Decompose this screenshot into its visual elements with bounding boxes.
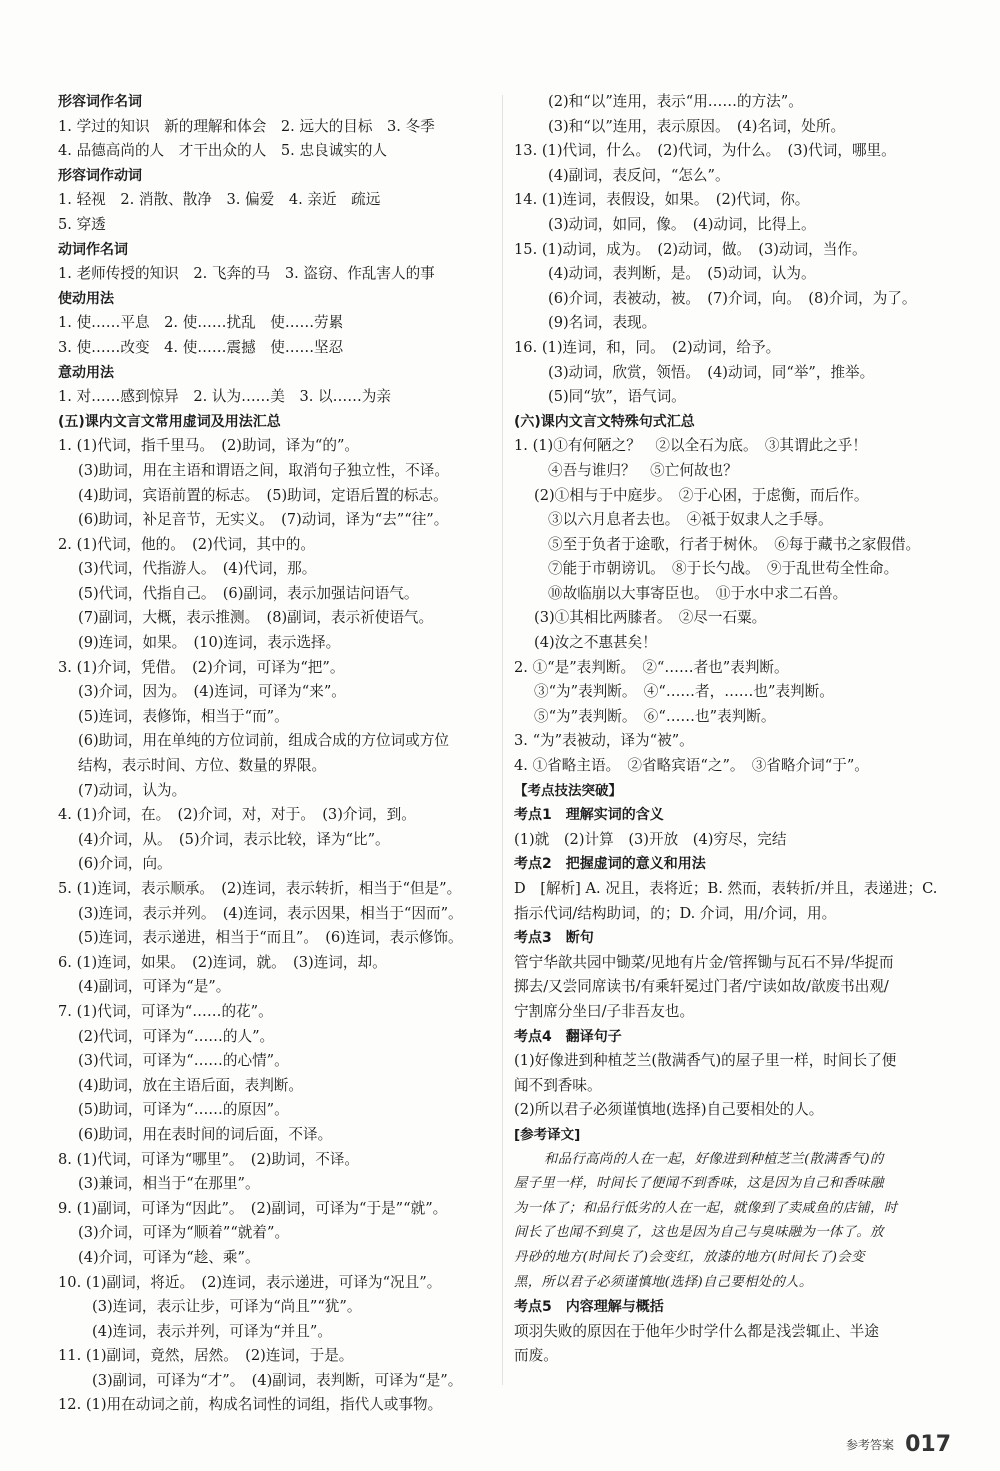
- right-kaodian-heading: 考点1 理解实词的含义: [514, 807, 664, 824]
- left-heading: 意动用法: [58, 364, 114, 381]
- left-heading: (五)课内文言文常用虚词及用法汇总: [58, 413, 281, 430]
- right-line: (2)和“以”连用，表示“用……的方法”。: [548, 93, 803, 110]
- right-line: 指示代词/结构助词，的；D. 介词，用/介词，用。: [514, 904, 837, 922]
- right-translation-line: 屋子里一样，时间长了便闻不到香味，这是因为自己和香味融: [514, 1176, 884, 1192]
- footer-label: 参考答案: [846, 1438, 895, 1452]
- right-kaodian-heading: 考点3 断句: [514, 930, 594, 947]
- right-line: 3. “为”表被动，译为“被”。: [514, 732, 694, 750]
- right-line: ⑩故临崩以大事寄臣也。 ⑪于水中求二石兽。: [548, 584, 848, 602]
- right-line: 宁割席分坐曰/子非吾友也。: [514, 1002, 695, 1020]
- left-heading: 形容词作名词: [58, 94, 142, 110]
- left-line: (5)连词，表示递进，相当于“而且”。 (6)连词，表示修饰。: [78, 929, 463, 947]
- left-line: (4)介词，从。 (5)介词，表示比较，译为“比”。: [78, 830, 390, 848]
- left-line: (9)连词，如果。 (10)连词，表示选择。: [78, 634, 341, 652]
- left-line: (4)介词，可译为“趁、乘”。: [78, 1248, 260, 1266]
- left-line: 12. (1)用在动词之前，构成名词性的词组，指代人或事物。: [58, 1396, 443, 1414]
- left-line: (5)代词，代指自己。 (6)副词，表示加强诘问语气。: [78, 584, 419, 602]
- right-line: ⑤至于负者于途歌，行者于树休。 ⑥每于藏书之家假借。: [548, 535, 921, 553]
- left-line: (4)助词，宾语前置的标志。 (5)助词，定语后置的标志。: [78, 486, 448, 504]
- left-line: 5. 穿透: [58, 215, 106, 233]
- left-line: 9. (1)副词，可译为“因此”。 (2)副词，可译为“于是”“就”。: [58, 1199, 448, 1217]
- left-line: (7)副词，大概，表示推测。 (8)副词，表示祈使语气。: [78, 609, 434, 627]
- right-kaodian-heading: 考点2 把握虚词的意义和用法: [514, 856, 706, 873]
- left-line: (5)助词，可译为“……的原因”。: [78, 1101, 289, 1119]
- right-line: 15. (1)动词，成为。 (2)动词，做。 (3)动词，当作。: [514, 240, 867, 258]
- left-line: (3)代词，代指游人。 (4)代词，那。: [78, 560, 317, 578]
- right-line: (3)①其相比两膝者。 ②尽一石粟。: [534, 609, 767, 627]
- left-line: 2. (1)代词，他的。 (2)代词，其中的。: [58, 535, 315, 553]
- right-translation-line: 和品行高尚的人在一起，好像进到种植芝兰(散满香气)的: [544, 1151, 884, 1167]
- left-line: (6)助词，用在单纯的方位词前，组成合成的方位词或方位: [78, 732, 449, 750]
- left-line: (6)介词，向。: [78, 855, 172, 873]
- left-line: (3)副词，可译为“才”。 (4)副词，表判断，可译为“是”。: [92, 1371, 463, 1389]
- right-translation-line: 黑，所以君子必须谨慎地(选择)自己要相处的人。: [514, 1274, 813, 1290]
- column-divider: [502, 95, 503, 1385]
- left-line: (4)副词，可译为“是”。: [78, 978, 231, 996]
- left-line: 1. (1)代词，指千里马。 (2)助词，译为“的”。: [58, 437, 360, 455]
- left-line: 1. 学过的知识 新的理解和体会 2. 远大的目标 3. 冬季: [58, 117, 435, 135]
- right-line: (9)名词，表现。: [548, 314, 657, 332]
- left-line: 4. 品德高尚的人 才干出众的人 5. 忠良诚实的人: [58, 142, 388, 160]
- right-line: (1)好像进到种植芝兰(散满香气)的屋子里一样，时间长了便: [514, 1052, 897, 1070]
- left-line: 3. (1)介词，凭借。 (2)介词，可译为“把”。: [58, 658, 345, 676]
- right-kaodian-heading: 考点5 内容理解与概括: [514, 1299, 664, 1316]
- right-line: (4)副词，表反问，“怎么”。: [548, 166, 730, 184]
- left-line: (3)助词，用在主语和谓语之间，取消句子独立性，不译。: [78, 461, 449, 479]
- right-line: (1)就 (2)计算 (3)开放 (4)穷尽，完结: [514, 830, 787, 848]
- right-line: (5)同“欤”，语气词。: [548, 388, 686, 406]
- right-line: (4)汝之不惠甚矣！: [534, 634, 657, 652]
- left-line: 10. (1)副词，将近。 (2)连词，表示递进，可译为“况且”。: [58, 1273, 442, 1291]
- left-line: (4)连词，表示并列，可译为“并且”。: [92, 1322, 332, 1340]
- right-line: ⑤“为”表判断。 ⑥“……也”表判断。: [534, 707, 776, 725]
- right-line: ⑦能于市朝谤讥。 ⑧于长勺战。 ⑨于乱世苟全性命。: [548, 560, 899, 578]
- left-line: 11. (1)副词，竟然，居然。 (2)连词，于是。: [58, 1347, 354, 1365]
- right-section-tag: [参考译文]: [514, 1126, 581, 1143]
- page-footer: [846, 1432, 951, 1457]
- left-line: 4. (1)介词，在。 (2)介词，对，对于。 (3)介词，到。: [58, 806, 416, 824]
- left-line: (4)助词，放在主语后面，表判断。: [78, 1076, 303, 1094]
- right-line: 管宁华歆共园中锄菜/见地有片金/管挥锄与瓦石不异/华捉而: [514, 953, 894, 971]
- right-line: (2)所以君子必须谨慎地(选择)自己要相处的人。: [514, 1101, 824, 1119]
- right-line: ③“为”表判断。 ④“……者，……也”表判断。: [534, 683, 834, 701]
- left-heading: 使动用法: [58, 290, 114, 307]
- left-line: 3. 使……改变 4. 使……震撼 使……坚忍: [58, 338, 344, 356]
- right-line: D [解析] A. 况且，表将近；B. 然而，表转折/并且，表递进；C.: [514, 880, 938, 897]
- right-line: ④吾与谁归？ ⑤亡何故也？: [548, 461, 738, 479]
- right-line: 16. (1)连词，和，同。 (2)动词，给予。: [514, 338, 781, 356]
- left-line: (7)动词，认为。: [78, 781, 187, 799]
- left-line: 1. 老师传授的知识 2. 飞奔的马 3. 盗窃、作乱害人的事: [58, 265, 435, 283]
- left-line: 1. 轻视 2. 消散、散净 3. 偏爱 4. 亲近 疏远: [58, 191, 381, 209]
- right-line: 而废。: [514, 1347, 558, 1365]
- right-line: (3)动词，欣赏，领悟。 (4)动词，同“举”，推举。: [548, 363, 875, 381]
- left-line: (3)连词，表示并列。 (4)连词，表示因果，相当于“因而”。: [78, 904, 463, 922]
- right-line: 1. (1)①有何陋之？ ②以全石为底。 ③其谓此之乎！: [514, 437, 867, 455]
- left-line: (3)代词，可译为“……的心情”。: [78, 1052, 289, 1070]
- right-line: (3)动词，如同，像。 (4)动词，比得上。: [548, 215, 816, 233]
- left-line: 8. (1)代词，可译为“哪里”。 (2)助词，不译。: [58, 1150, 360, 1168]
- left-line: (3)介词，因为。 (4)连词，可译为“来”。: [78, 683, 346, 701]
- left-line: 结构，表示时间、方位、数量的界限。: [78, 757, 327, 775]
- right-kaodian-heading: 考点4 翻译句子: [514, 1028, 622, 1045]
- left-heading: 动词作名词: [58, 241, 128, 258]
- right-line: 13. (1)代词，什么。 (2)代词，为什么。 (3)代词，哪里。: [514, 142, 896, 160]
- left-line: (3)连词，表示让步，可译为“尚且”“犹”。: [92, 1298, 362, 1316]
- right-column: [514, 90, 954, 1369]
- right-translation-line: 间长了也闻不到臭了，这也是因为自己与臭味融为一体了。放: [514, 1225, 884, 1241]
- left-line: 6. (1)连词，如果。 (2)连词，就。 (3)连词，却。: [58, 953, 387, 971]
- left-line: (6)助词，用在表时间的词后面，不译。: [78, 1125, 333, 1143]
- right-line: ③以六月息者去也。 ④祗于奴隶人之手辱。: [548, 511, 833, 529]
- left-line: (3)兼词，相当于“在那里”。: [78, 1175, 260, 1193]
- right-line: (2)①相与于中庭步。 ②于心困，于虑衡，而后作。: [534, 486, 869, 504]
- left-line: 1. 使……平息 2. 使……扰乱 使……劳累: [58, 314, 344, 332]
- left-line: 5. (1)连词，表示顺承。 (2)连词，表示转折，相当于“但是”。: [58, 880, 462, 897]
- right-line: (6)介词，表被动，被。 (7)介词，向。 (8)介词，为了。: [548, 289, 917, 307]
- right-heading: (六)课内文言文特殊句式汇总: [514, 413, 695, 430]
- right-line: 闻不到香味。: [514, 1076, 602, 1094]
- right-translation-line: 丹砂的地方(时间长了)会变红，放漆的地方(时间长了)会变: [514, 1249, 865, 1265]
- left-line: (5)连词，表修饰，相当于“而”。: [78, 707, 289, 725]
- left-line: (3)介词，可译为“顺着”“就着”。: [78, 1224, 290, 1242]
- left-line: (2)代词，可译为“……的人”。: [78, 1027, 275, 1045]
- left-line: 1. 对……感到惊异 2. 认为……美 3. 以……为亲: [58, 388, 391, 406]
- left-line: 7. (1)代词，可译为“……的花”。: [58, 1002, 273, 1020]
- right-line: 项羽失败的原因在于他年少时学什么都是浅尝辄止、半途: [514, 1322, 879, 1340]
- right-line: 掷去/又尝同席读书/有乘轩冕过门者/宁读如故/歆废书出观/: [514, 978, 889, 996]
- left-column: [58, 90, 490, 1418]
- left-line: (6)助词，补足音节，无实义。 (7)动词，译为“去”“往”。: [78, 511, 449, 529]
- right-section-tag: 【考点技法突破】: [514, 782, 622, 799]
- page-number: 017: [905, 1432, 952, 1457]
- right-line: 2. ①“是”表判断。 ②“……者也”表判断。: [514, 658, 789, 676]
- right-line: 4. ①省略主语。 ②省略宾语“之”。 ③省略介词“于”。: [514, 757, 869, 775]
- right-line: (4)动词，表判断，是。 (5)动词，认为。: [548, 265, 816, 283]
- right-translation-line: 为一体了；和品行低劣的人在一起，就像到了卖咸鱼的店铺，时: [514, 1200, 898, 1216]
- left-heading: 形容词作动词: [58, 167, 142, 184]
- right-line: 14. (1)连词，表假设，如果。 (2)代词，你。: [514, 191, 810, 209]
- right-line: (3)和“以”连用，表示原因。 (4)名词，处所。: [548, 117, 846, 135]
